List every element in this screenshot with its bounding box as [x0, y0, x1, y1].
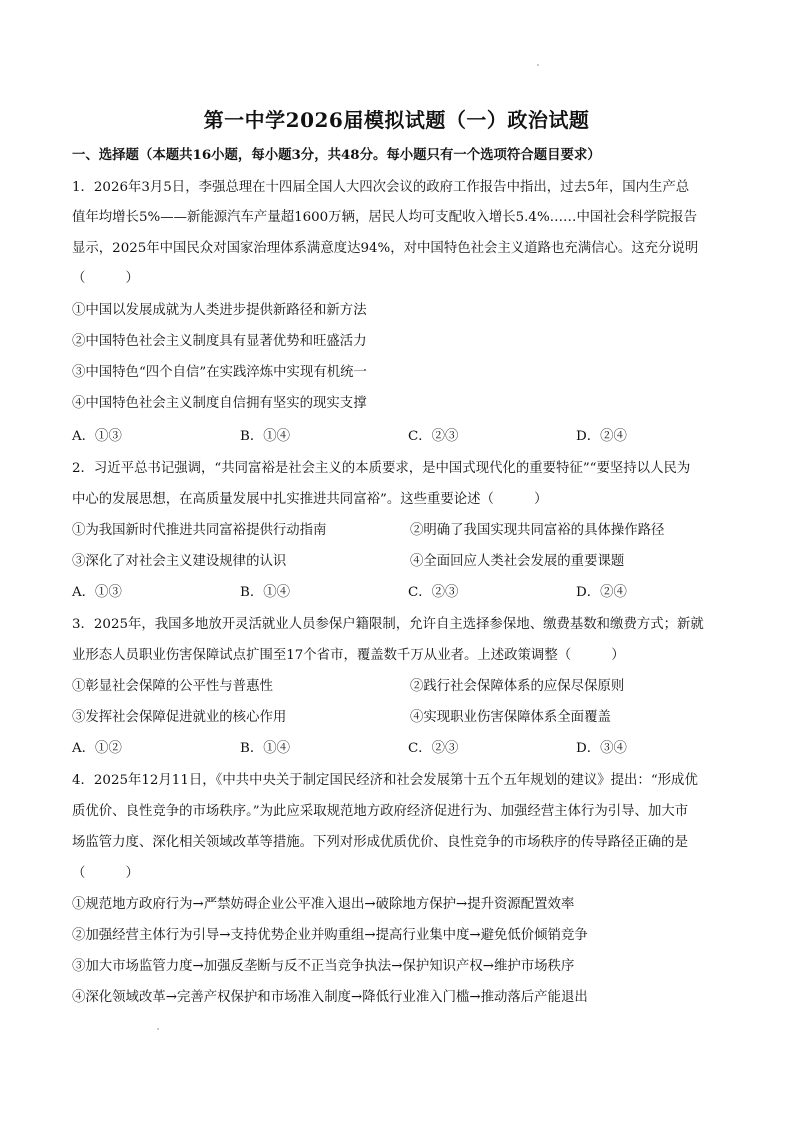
- q2-choice-d[interactable]: D．②④: [576, 585, 627, 600]
- section-heading: 一、选择题（本题共16小题，每小题3分，共48分。每小题只有一个选项符合题目要求）: [72, 147, 601, 163]
- q1-item-2: ②中国特色社会主义制度具有显著优势和旺盛活力: [72, 334, 367, 349]
- q1-choice-d[interactable]: D．②④: [576, 429, 627, 444]
- q2-item-1: ①为我国新时代推进共同富裕提供行动指南: [72, 523, 327, 538]
- q1-stem-line-3: 显示，2025年中国民众对国家治理体系满意度达94%，对中国特色社会主义道路也充满信心。这充分说明: [72, 241, 699, 256]
- q4-item-3: ③加大市场监管力度→加强反垄断与反不正当竞争执法→保护知识产权→维护市场秩序: [72, 959, 575, 974]
- q3-item-3: ③发挥社会保障促进就业的核心作用: [72, 710, 287, 725]
- q3-choice-b[interactable]: B．①④: [240, 741, 291, 756]
- scan-dot: [157, 1028, 159, 1030]
- q1-choice-c[interactable]: C．②③: [408, 429, 459, 444]
- q4-stem-line-4: （ ）: [72, 866, 139, 881]
- q4-stem-line-2: 质优价、良性竞争的市场秩序。”为此应采取规范地方政府经济促进行为、加强经营主体行为引导、加大市: [72, 804, 689, 819]
- q4-item-4: ④深化领域改革→完善产权保护和市场准入制度→降低行业准入门槛→推动落后产能退出: [72, 990, 588, 1005]
- q2-stem-line-1: 2．习近平总书记强调，“共同富裕是社会主义的本质要求，是中国式现代化的重要特征”“要坚持以人民为: [72, 461, 691, 476]
- q3-item-4: ④实现职业伤害保障体系全面覆盖: [410, 710, 611, 725]
- q3-choice-a[interactable]: A．①②: [72, 741, 122, 756]
- q1-item-1: ①中国以发展成就为人类进步提供新路径和新方法: [72, 303, 367, 318]
- q1-choice-a[interactable]: A．①③: [72, 429, 122, 444]
- q1-item-3: ③中国特色“四个自信”在实践淬炼中实现有机统一: [72, 365, 367, 380]
- q4-item-1: ①规范地方政府行为→严禁妨碍企业公平准入退出→破除地方保护→提升资源配置效率: [72, 897, 575, 912]
- q3-item-1: ①彰显社会保障的公平性与普惠性: [72, 679, 273, 694]
- q3-stem-line-1: 3．2025年，我国多地放开灵活就业人员参保户籍限制，允许自主选择参保地、缴费基数和缴费方式；新就: [72, 617, 704, 632]
- page-title: 第一中学2026届模拟试题（一）政治试题: [203, 108, 590, 132]
- q4-stem-line-1: 4．2025年12月11日，《中共中央关于制定国民经济和社会发展第十五个五年规划的建议》提出：“形成优: [72, 773, 698, 788]
- q1-stem-line-4: （ ）: [72, 271, 139, 286]
- q2-choice-b[interactable]: B．①④: [240, 585, 291, 600]
- q1-stem-line-2: 值年均增长5%——新能源汽车产量超1600万辆，居民人均可支配收入增长5.4%……中国社会科学院报告: [72, 210, 697, 225]
- scan-dot: [537, 64, 539, 66]
- q4-item-2: ②加强经营主体行为引导→支持优势企业并购重组→提高行业集中度→避免低价倾销竞争: [72, 928, 588, 943]
- q2-choice-a[interactable]: A．①③: [72, 585, 122, 600]
- q2-choice-c[interactable]: C．②③: [408, 585, 459, 600]
- q2-item-2: ②明确了我国实现共同富裕的具体操作路径: [410, 523, 665, 538]
- q2-stem-line-2: 中心的发展思想，在高质量发展中扎实推进共同富裕”。这些重要论述（ ）: [72, 492, 548, 507]
- q1-choice-b[interactable]: B．①④: [240, 429, 291, 444]
- q4-stem-line-3: 场监管力度、深化相关领域改革等措施。下列对形成优质优价、良性竞争的市场秩序的传导路径正确的是: [72, 835, 688, 850]
- q3-choice-d[interactable]: D．③④: [576, 741, 627, 756]
- q3-item-2: ②践行社会保障体系的应保尽保原则: [410, 679, 625, 694]
- q2-item-3: ③深化了对社会主义建设规律的认识: [72, 554, 287, 569]
- q3-stem-line-2: 业形态人员职业伤害保障试点扩围至17个省市，覆盖数千万从业者。上述政策调整（ ）: [72, 648, 625, 663]
- q2-item-4: ④全面回应人类社会发展的重要课题: [410, 554, 625, 569]
- q1-item-4: ④中国特色社会主义制度自信拥有坚实的现实支撑: [72, 396, 367, 411]
- q3-choice-c[interactable]: C．②③: [408, 741, 459, 756]
- q1-stem-line-1: 1．2026年3月5日，李强总理在十四届全国人大四次会议的政府工作报告中指出，过去5年，国内生产总: [72, 180, 690, 195]
